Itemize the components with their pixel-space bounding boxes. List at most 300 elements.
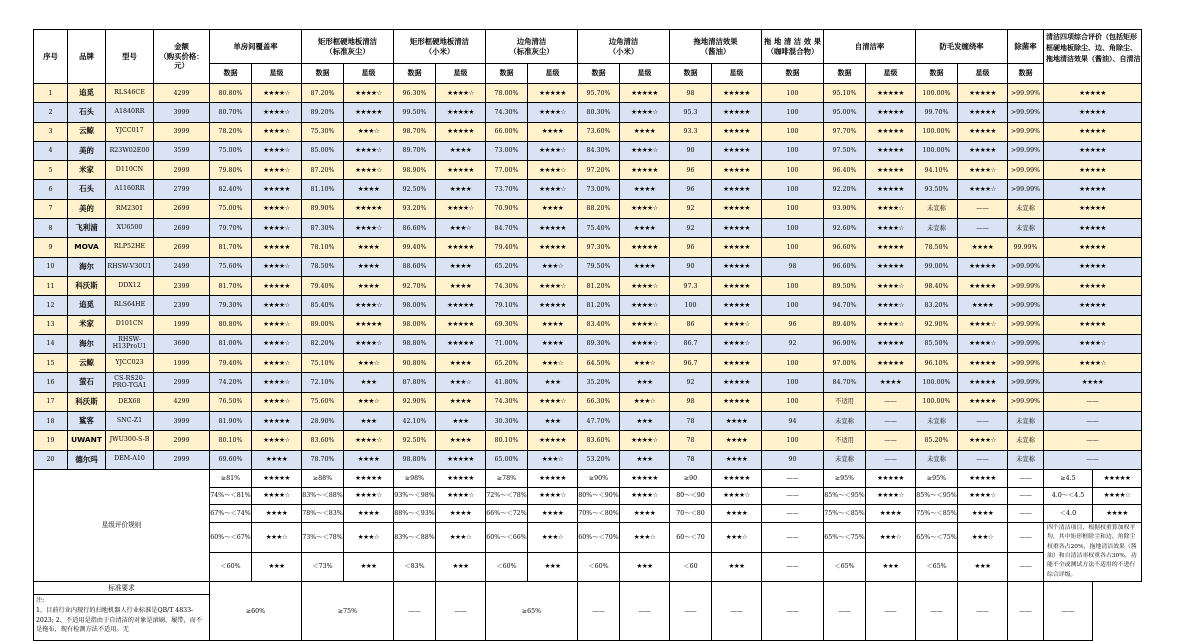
data-value: 96.10% (916, 354, 958, 373)
star-rating: ★★★★★ (866, 103, 916, 122)
row-seq: 3 (34, 122, 68, 141)
header-overall: 清洁四项综合评价（包括矩形框硬地板除尘、边、角除尘、拖地清洁效果（酱油）、自清洁 (1044, 30, 1142, 84)
data-value: 100.00% (916, 373, 958, 392)
data-value: 99.00% (916, 257, 958, 276)
data-value: 100.00% (916, 122, 958, 141)
data-value: 100 (762, 296, 824, 315)
data-value: 100 (762, 199, 824, 218)
star-rating: ★★★★ (620, 122, 670, 141)
star-rating: ★★★★★ (436, 238, 486, 257)
star-rating: ★★★★☆ (958, 161, 1008, 180)
data-value: 未宣称 (916, 450, 958, 469)
data-value: 100 (762, 180, 824, 199)
rule-star: ★★★ (866, 552, 916, 582)
data-value: >99.99% (1008, 296, 1044, 315)
data-value: 98.90% (394, 161, 436, 180)
star-rating: ★★★★☆ (252, 373, 302, 392)
rule-star: ★★★☆ (344, 522, 394, 552)
data-value: >99.99% (1008, 354, 1044, 373)
data-value: 100 (762, 219, 824, 238)
row-model: D110CN (106, 161, 154, 180)
star-rating: ★★★★★ (436, 296, 486, 315)
star-rating: ★★★★★ (866, 141, 916, 160)
row-price: 1999 (154, 315, 210, 334)
star-rating: ★★★★☆ (958, 334, 1008, 353)
data-value: 98 (670, 392, 712, 411)
star-rating: ★★★★☆ (620, 141, 670, 160)
rule-threshold: 83%～＜88% (394, 522, 436, 552)
data-value: 95.70% (578, 84, 620, 103)
star-rating: ★★★★☆ (866, 276, 916, 295)
data-value: 78.20% (210, 122, 252, 141)
star-rating: ★★★★★ (712, 373, 762, 392)
rule-row (34, 469, 1142, 487)
star-rating: ★★★★☆ (252, 199, 302, 218)
star-rating: ★★★★☆ (866, 219, 916, 238)
standard-title-row (34, 582, 1142, 595)
rule-star: ★★★ (712, 552, 762, 582)
row-price: 3599 (154, 141, 210, 160)
data-value: 42.10% (394, 412, 436, 431)
data-value: 41.80% (486, 373, 528, 392)
star-rating: ★★★★★ (1044, 315, 1142, 334)
rule-threshold: ≥95% (916, 469, 958, 487)
rule-star: ★★★★☆ (436, 487, 486, 505)
data-value: 95.00% (824, 103, 866, 122)
rule-threshold: ≥98% (394, 469, 436, 487)
star-rating: ★★★★★ (252, 276, 302, 295)
data-value: —— (866, 431, 916, 450)
data-value: 81.20% (578, 296, 620, 315)
subheader-data: 数据 (762, 64, 824, 84)
header-rect-std: 矩形框硬地板清洁 （标准灰尘） (302, 30, 394, 64)
row-model: RLP52HE (106, 238, 154, 257)
data-value: >99.99% (1008, 103, 1044, 122)
rule-star: ★★★★ (252, 505, 302, 523)
rule-threshold: 73%～＜78% (302, 522, 344, 552)
data-value: 75.60% (210, 257, 252, 276)
data-value: 88.60% (394, 257, 436, 276)
row-brand: 萤石 (68, 373, 106, 392)
data-value: 89.50% (824, 276, 866, 295)
star-rating: ★★★★☆ (436, 199, 486, 218)
data-value: 97.30% (578, 238, 620, 257)
standard-note: 注: 1、目前行业内现行的扫地机器人行业标准是QB/T 4833-2023; 2、不适用是指由于自清洁的对象是滚刷、履带，而不是拖布，现有检测方法不适用。无 (34, 595, 210, 641)
table-row (34, 219, 1142, 238)
star-rating: ★★★★☆ (620, 103, 670, 122)
star-rating: ★★★★ (344, 257, 394, 276)
rule-star: ★★★★ (528, 505, 578, 523)
rule-threshold: 80%～＜90% (578, 487, 620, 505)
row-price: 2999 (154, 450, 210, 469)
data-value: 85.50% (916, 334, 958, 353)
row-seq: 13 (34, 315, 68, 334)
data-value: 81.70% (210, 276, 252, 295)
rule-threshold: ＜65% (916, 552, 958, 582)
data-value: 89.20% (302, 103, 344, 122)
row-price: 2499 (154, 257, 210, 276)
data-value: 35.20% (578, 373, 620, 392)
star-rating: ★★★☆ (344, 354, 394, 373)
standard-value: —— (866, 582, 916, 641)
standard-value: —— (824, 582, 866, 641)
star-rating: ★★★★☆ (252, 392, 302, 411)
star-rating: ★★★★☆ (958, 431, 1008, 450)
rule-threshold: 67%～＜74% (210, 505, 252, 523)
star-rating: ★★★★★ (958, 141, 1008, 160)
rule-threshold: 60%～＜70% (578, 522, 620, 552)
rule-star: ★★★ (436, 552, 486, 582)
data-value: 78.00% (486, 84, 528, 103)
star-rating: ★★★★ (528, 315, 578, 334)
header-corner-std: 边角清洁 （标准灰尘） (486, 30, 578, 64)
star-rating: ★★★★★ (1044, 296, 1142, 315)
rule-star: ★★★☆ (528, 522, 578, 552)
rule-threshold: —— (1008, 505, 1044, 523)
data-value: 96.90% (824, 334, 866, 353)
data-value: 80.80% (210, 315, 252, 334)
star-rating: ★★★★★ (958, 103, 1008, 122)
data-value: 99.70% (916, 103, 958, 122)
row-seq: 5 (34, 161, 68, 180)
star-rating: ★★★★★ (712, 180, 762, 199)
rule-star: ★★★ (620, 552, 670, 582)
row-model: DEX68 (106, 392, 154, 411)
star-rating: ★★★ (528, 373, 578, 392)
data-value: 70.90% (486, 199, 528, 218)
star-rating: ★★★★☆ (252, 141, 302, 160)
row-brand: 美的 (68, 199, 106, 218)
data-value: 84.70% (824, 373, 866, 392)
star-rating: ★★★★★ (252, 412, 302, 431)
header-hair: 防毛发缠绕率 (916, 30, 1008, 64)
row-brand: 云鲸 (68, 354, 106, 373)
rule-threshold: 78%～＜83% (302, 505, 344, 523)
rule-star: ★★★☆ (866, 522, 916, 552)
standard-value: —— (394, 582, 436, 641)
rule-star: ★★★★★ (620, 469, 670, 487)
data-value: >99.99% (1008, 315, 1044, 334)
data-value: 77.00% (486, 161, 528, 180)
row-model: RHSW-V30U1 (106, 257, 154, 276)
star-rating: ★★★★★ (866, 161, 916, 180)
data-value: 80.70% (210, 103, 252, 122)
row-model: XU6500 (106, 219, 154, 238)
star-rating: ★★★★☆ (252, 354, 302, 373)
standard-value: —— (916, 582, 958, 641)
star-rating: ★★★★★ (866, 238, 916, 257)
table-row (34, 412, 1142, 431)
star-rating: ★★★★★ (528, 219, 578, 238)
row-brand: 科沃斯 (68, 392, 106, 411)
star-rating: ★★★★★ (866, 84, 916, 103)
row-model: DDX12 (106, 276, 154, 295)
star-rating: ★★★★ (712, 450, 762, 469)
standard-value: —— (958, 582, 1008, 641)
data-value: 71.00% (486, 334, 528, 353)
star-rating: ★★★★ (436, 392, 486, 411)
star-rating: ★★★★★ (712, 141, 762, 160)
data-value: 100 (762, 392, 824, 411)
star-rating: ★★★★☆ (712, 334, 762, 353)
rule-threshold: ＜65% (824, 552, 866, 582)
standard-value: —— (1044, 582, 1093, 641)
data-value: 89.40% (824, 315, 866, 334)
row-brand: 德尔玛 (68, 450, 106, 469)
data-value: 94.10% (916, 161, 958, 180)
star-rating: ★★★★★ (1044, 238, 1142, 257)
data-value: 76.50% (210, 392, 252, 411)
rule-star: ★★★★★ (528, 469, 578, 487)
star-rating: ★★★★★ (866, 122, 916, 141)
row-model: YJCC023 (106, 354, 154, 373)
table-row (34, 257, 1142, 276)
data-value: 86.60% (394, 219, 436, 238)
data-value: 未宣称 (1008, 199, 1044, 218)
star-rating: ★★★ (528, 412, 578, 431)
star-rating: ★★★★★ (528, 238, 578, 257)
row-price: 3999 (154, 103, 210, 122)
subheader-star: 星级 (344, 64, 394, 84)
data-value: 100 (762, 431, 824, 450)
data-value: 89.70% (394, 141, 436, 160)
row-model: RLS46CE (106, 84, 154, 103)
rating-summary-note: 四个清洁项目，根据权重算加权平均，其中矩形框除尘和边、角除尘权重各占20%，拖地清洁效果（酱油）和自清洁率权重各占30%，功能不全或测试方法不适用的不进行综合评级。 (1044, 522, 1142, 582)
rule-star: ★★★★★ (958, 469, 1008, 487)
data-value: —— (866, 392, 916, 411)
data-value: 96.60% (824, 238, 866, 257)
star-rating: ★★★★★ (712, 219, 762, 238)
rule-threshold: ≥90 (670, 469, 712, 487)
star-rating: ★★★★☆ (344, 431, 394, 450)
row-brand: 石头 (68, 103, 106, 122)
star-rating: ★★★★☆ (528, 103, 578, 122)
data-value: 82.20% (302, 334, 344, 353)
table-row (34, 315, 1142, 334)
data-value: 85.20% (916, 431, 958, 450)
star-rating: ★★★ (436, 412, 486, 431)
data-value: 99.99% (1008, 238, 1044, 257)
star-rating: ★★★★★ (712, 103, 762, 122)
data-value: 85.00% (302, 141, 344, 160)
data-value: >99.99% (1008, 257, 1044, 276)
data-value: 92.70% (394, 276, 436, 295)
data-value: 74.30% (486, 103, 528, 122)
row-price: 2999 (154, 373, 210, 392)
data-value: —— (958, 199, 1008, 218)
data-value: 28.90% (302, 412, 344, 431)
star-rating: ★★★★☆ (252, 84, 302, 103)
data-value: 81.20% (578, 276, 620, 295)
star-rating: ★★★★ (436, 257, 486, 276)
row-seq: 10 (34, 257, 68, 276)
data-value: 100 (762, 84, 824, 103)
standard-title: 标准要求 (34, 582, 210, 595)
star-rating: ★★★★★ (958, 354, 1008, 373)
star-rating: ★★★ (620, 373, 670, 392)
row-brand: 云鲸 (68, 122, 106, 141)
rule-star: ★★★★ (958, 505, 1008, 523)
star-rating: ★★★★ (436, 180, 486, 199)
subheader-data: 数据 (1008, 64, 1044, 84)
star-rating: ★★★★☆ (866, 199, 916, 218)
data-value: 未宣称 (1008, 450, 1044, 469)
star-rating: ★★★★☆ (620, 296, 670, 315)
header-rect-rice: 矩形框硬地板清洁 （小米） (394, 30, 486, 64)
data-value: 98.00% (394, 315, 436, 334)
rule-threshold: 66%～＜72% (486, 505, 528, 523)
rule-star: ★★★☆ (958, 522, 1008, 552)
data-value: 92 (670, 199, 712, 218)
data-value: 73.00% (486, 141, 528, 160)
data-value: 96 (670, 238, 712, 257)
row-brand: 石头 (68, 180, 106, 199)
row-model: JWU300-S-B (106, 431, 154, 450)
data-value: 93.3 (670, 122, 712, 141)
row-brand: 科沃斯 (68, 276, 106, 295)
star-rating: ★★★★☆ (436, 84, 486, 103)
rule-threshold: ＜60% (210, 552, 252, 582)
row-model: RHSW-H13ProU1 (106, 334, 154, 353)
data-value: 81.70% (210, 238, 252, 257)
star-rating: ★★★★☆ (344, 84, 394, 103)
data-value: 98 (762, 257, 824, 276)
star-rating: ★★★★★ (1044, 122, 1142, 141)
data-value: 78 (670, 431, 712, 450)
star-rating: ★★★★☆ (866, 315, 916, 334)
data-value: 65.20% (486, 354, 528, 373)
data-value: 79.40% (210, 354, 252, 373)
data-value: 73.00% (578, 180, 620, 199)
data-value: 84.30% (578, 141, 620, 160)
star-rating: ★★★★★ (1044, 257, 1142, 276)
row-seq: 18 (34, 412, 68, 431)
rule-star: ★★★★☆ (712, 487, 762, 505)
data-value: 不适用 (824, 431, 866, 450)
rule-threshold: 93%～＜98% (394, 487, 436, 505)
star-rating: ★★★ (344, 373, 394, 392)
data-value: 87.20% (302, 161, 344, 180)
star-rating: ★★★★☆ (252, 431, 302, 450)
rule-star: ★★★★☆ (252, 487, 302, 505)
row-price: 2999 (154, 431, 210, 450)
star-rating: ★★★★☆ (252, 296, 302, 315)
rule-star: ★★★★☆ (866, 487, 916, 505)
data-value: >99.99% (1008, 392, 1044, 411)
star-rating: ★★★★★ (1044, 219, 1142, 238)
data-value: 89.00% (302, 315, 344, 334)
data-value: 97.20% (578, 161, 620, 180)
header-corner-rice: 边角清洁 （小米） (578, 30, 670, 64)
data-value: 92.20% (824, 180, 866, 199)
rule-threshold: —— (762, 487, 824, 505)
subheader-star: 星级 (436, 64, 486, 84)
rule-star: ★★★★★ (866, 469, 916, 487)
data-value: 未宣称 (916, 219, 958, 238)
data-value: 90 (670, 257, 712, 276)
rule-threshold: 75%～＜85% (916, 505, 958, 523)
product-comparison-table (33, 29, 1142, 641)
rule-star: ★★★★★ (252, 469, 302, 487)
star-rating: ★★★★☆ (344, 219, 394, 238)
star-rating: ★★★☆ (620, 354, 670, 373)
table-row (34, 373, 1142, 392)
data-value: 92 (670, 373, 712, 392)
data-value: 81.00% (210, 334, 252, 353)
row-seq: 20 (34, 450, 68, 469)
row-seq: 16 (34, 373, 68, 392)
star-rating: ★★★★★ (866, 257, 916, 276)
table-row (34, 276, 1142, 295)
star-rating: ★★★★ (958, 238, 1008, 257)
star-rating: ★★★ (344, 412, 394, 431)
data-value: —— (866, 450, 916, 469)
data-value: >99.99% (1008, 180, 1044, 199)
rule-threshold: ＜60% (486, 552, 528, 582)
star-rating: ★★★★★ (866, 180, 916, 199)
data-value: 89.30% (578, 334, 620, 353)
data-value: 87.20% (302, 84, 344, 103)
star-rating: ★★★★☆ (528, 392, 578, 411)
rule-threshold: 72%～＜78% (486, 487, 528, 505)
data-value: 81.10% (302, 180, 344, 199)
data-value: >99.99% (1008, 161, 1044, 180)
star-rating: ★★★★★ (252, 180, 302, 199)
star-rating: ★★★★★ (620, 84, 670, 103)
star-rating: ★★★★ (252, 450, 302, 469)
data-value: 82.40% (210, 180, 252, 199)
subheader-data: 数据 (916, 64, 958, 84)
star-rating: ★★★★★ (958, 84, 1008, 103)
star-rating: ★★★★★ (528, 84, 578, 103)
data-value: 66.30% (578, 392, 620, 411)
data-value: 98.00% (394, 296, 436, 315)
standard-value: ≥75% (302, 582, 394, 641)
data-value: 72.10% (302, 373, 344, 392)
rule-threshold: 60%～＜67% (210, 522, 252, 552)
star-rating: ★★★★☆ (528, 276, 578, 295)
data-value: 94.70% (824, 296, 866, 315)
data-value: 88.20% (578, 199, 620, 218)
standard-value: ≥65% (486, 582, 578, 641)
data-value: 47.70% (578, 412, 620, 431)
star-rating: ★★★★★ (1044, 161, 1142, 180)
rule-threshold: ≥90% (578, 469, 620, 487)
star-rating: ★★★☆ (436, 219, 486, 238)
standard-value: —— (712, 582, 762, 641)
standard-value: —— (436, 582, 486, 641)
data-value: 99.40% (394, 238, 436, 257)
star-rating: ★★★★★ (528, 431, 578, 450)
data-value: 75.00% (210, 199, 252, 218)
standard-value: ≥60% (210, 582, 302, 641)
star-rating: ★★★★★ (958, 392, 1008, 411)
star-rating: ★★★★☆ (712, 315, 762, 334)
rule-threshold: 74%～＜81% (210, 487, 252, 505)
row-seq: 19 (34, 431, 68, 450)
star-rating: ★★★★ (620, 257, 670, 276)
rule-star: ★★★☆ (712, 522, 762, 552)
data-value: 85.40% (302, 296, 344, 315)
data-value: 90 (670, 141, 712, 160)
data-value: 75.30% (302, 122, 344, 141)
rule-threshold: 88%～＜93% (394, 505, 436, 523)
rule-threshold: —— (762, 505, 824, 523)
data-value: 97.50% (824, 141, 866, 160)
rule-threshold: 65%～＜75% (916, 522, 958, 552)
star-rating: ★★★★ (620, 180, 670, 199)
subheader-data: 数据 (486, 64, 528, 84)
